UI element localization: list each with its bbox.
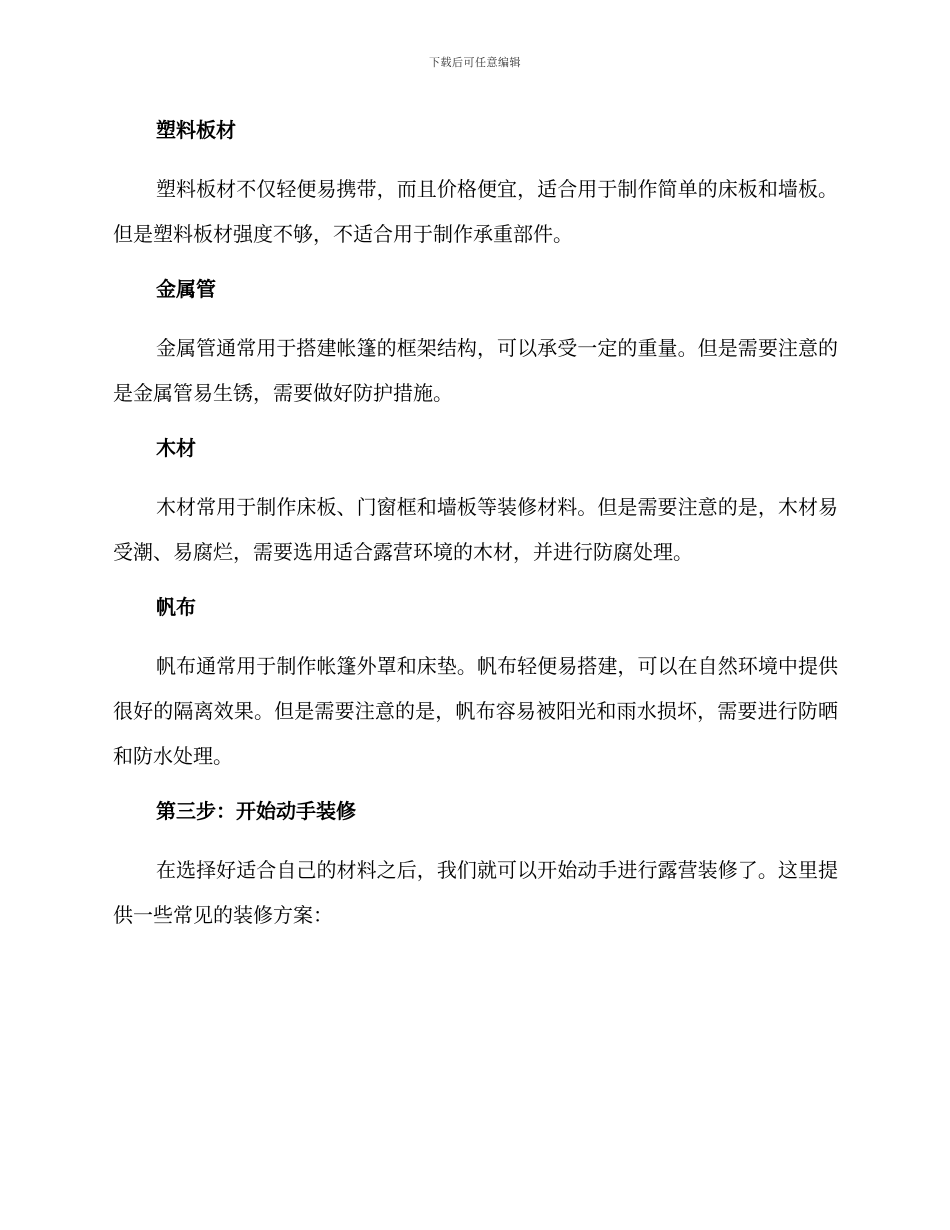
section-paragraph-metal-pipe: 金属管通常用于搭建帐篷的框架结构，可以承受一定的重量。但是需要注意的是金属管易生锈，需要做好防护措施。 (113, 336, 838, 405)
page-header-note: 下载后可任意编辑 (429, 56, 521, 69)
section-heading-wood: 木材 (156, 436, 196, 460)
section-paragraph-canvas: 帆布通常用于制作帐篷外罩和床垫。帆布轻便易搭建，可以在自然环境中提供很好的隔离效果。但是需要注意的是，帆布容易被阳光和雨水损坏，需要进行防晒和防水处理。 (113, 654, 838, 768)
document-body (113, 110, 838, 950)
section-paragraph-plastic-board: 塑料板材不仅轻便易携带，而且价格便宜，适合用于制作简单的床板和墙板。但是塑料板材强度不够，不适合用于制作承重部件。 (113, 177, 838, 246)
section-paragraph-step-three: 在选择好适合自己的材料之后，我们就可以开始动手进行露营装修了。这里提供一些常见的装修方案： (113, 858, 838, 927)
section-heading-step-three: 第三步：开始动手装修 (156, 799, 356, 823)
section-heading-plastic-board: 塑料板材 (156, 118, 236, 142)
section-heading-canvas: 帆布 (156, 595, 196, 619)
section-heading-metal-pipe: 金属管 (156, 277, 216, 301)
section-paragraph-wood: 木材常用于制作床板、门窗框和墙板等装修材料。但是需要注意的是，木材易受潮、易腐烂，需要选用适合露营环境的木材，并进行防腐处理。 (113, 495, 838, 564)
